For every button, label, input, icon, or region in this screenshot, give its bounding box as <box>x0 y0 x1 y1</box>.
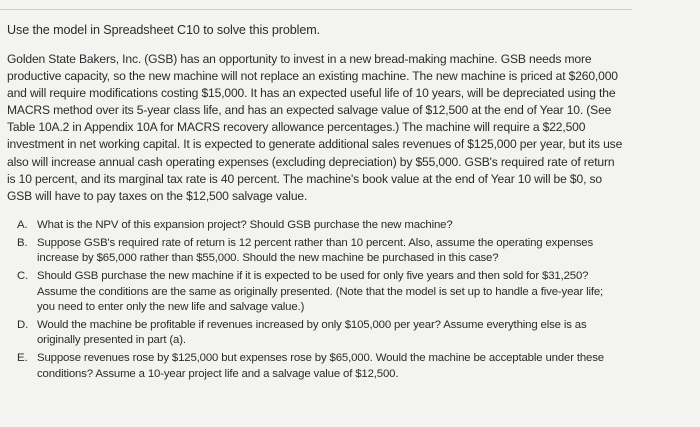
problem-statement: Golden State Bakers, Inc. (GSB) has an opportunity to invest in a new bread-making machine. GSB needs more productive capacity, so the new machine will not replace an existing machine. The new machine is priced at $260,000 and will require modifications costing $15,000. It has an expected useful life of 10 years, will be depreciated using the MACRS method over its 5-year class life, and has an expected salvage value of $12,500 at the end of Year 10. (See Table 10A.2 in Appendix 10A for MACRS recovery allowance percentages.) The machine will require a $22,500 investment in net working capital. It is expected to generate additional sales revenues of $125,000 per year, but its use also will increase annual cash operating expenses (excluding depreciation) by $55,000. GSB's required rate of return is 10 percent, and its marginal tax rate is 40 percent. The machine's book value at the end of Year 10 will be $0, so GSB will have to pay taxes on the $12,500 salvage value. <box>7 52 623 203</box>
problem-document <box>7 22 635 385</box>
question-text: Suppose GSB's required rate of return is 12 percent rather than 10 percent. Also, assume the operating expenses increase by $65,000 rather than $55,000. Should the new machine be purchased in this case? <box>37 237 594 265</box>
instruction-text: Use the model in Spreadsheet C10 to solve this problem. <box>7 23 321 37</box>
question-text: What is the NPV of this expansion project? Should GSB purchase the new machine? <box>37 218 453 231</box>
question-letter: B. <box>17 237 28 250</box>
question-letter: C. <box>17 270 29 283</box>
question-e <box>17 351 619 381</box>
question-a <box>17 218 619 233</box>
question-b <box>17 236 619 266</box>
question-text: Should GSB purchase the new machine if it is expected to be used for only five years and then sold for $31,250? Assume the conditions are the same as originally presented. (Note that the model is set up to handle a five-year life; you need to enter only the new life and salvage value.) <box>37 270 604 313</box>
question-c <box>17 269 619 315</box>
top-divider <box>0 9 632 10</box>
question-text: Would the machine be profitable if revenues increased by only $105,000 per year? Assume everything else is as originally presented in part (a). <box>37 319 587 347</box>
question-letter: D. <box>17 319 29 332</box>
question-text: Suppose revenues rose by $125,000 but expenses rose by $65,000. Would the machine be acceptable under these conditions? Assume a 10-year project life and a salvage value of $12,500. <box>37 352 604 380</box>
question-letter: A. <box>17 218 28 231</box>
question-d <box>17 318 619 348</box>
question-list <box>7 218 619 382</box>
question-letter: E. <box>17 352 28 365</box>
